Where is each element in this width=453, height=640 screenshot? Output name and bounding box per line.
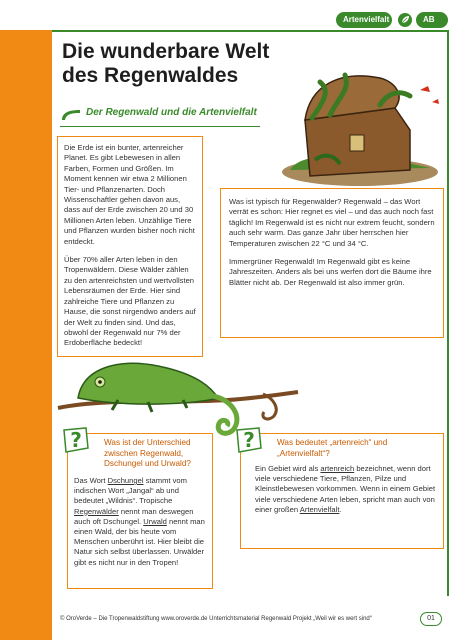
orange-sidebar	[0, 30, 52, 640]
typical-paragraph-1: Was ist typisch für Regenwälder? Regenwald – das Wort verrät es schon: Hier regnet es viel – und das auch noch fast täglich! Im Regenwald ist es nicht nur extrem feucht, sondern auch sehr warm. Das ganze Jahr über herrschen hier Temperaturen zwischen 22 °C und 34 °C.	[229, 197, 435, 248]
answer-text-2: Ein Gebiet wird als artenreich bezeichnet, wenn dort viele verschiedene Tiere, Pflanzen, Pilze und Kleinstlebewesen vorkommen. Wenn in einem Gebiet viele verschiedene Arten leben, spricht man auch von einer großen Artenvielfalt.	[255, 464, 436, 514]
chameleon-illustration	[48, 338, 308, 438]
section-title: Der Regenwald und die Artenvielfalt	[86, 107, 257, 118]
section-divider	[60, 126, 260, 127]
question-box-artenvielfalt	[240, 428, 444, 549]
question-box-dschungel	[67, 428, 213, 589]
typical-rainforest-textbox	[220, 188, 444, 338]
header-bar	[0, 0, 453, 40]
question-title-2: Was bedeutet „artenreich“ und „Artenvielfalt“?	[277, 438, 388, 458]
typical-paragraph-2: Immergrüner Regenwald! Im Regenwald gibt es keine Jahreszeiten. Anders als bei uns werfen dort die Bäume ihre Blätter nicht ab. Der Regenwald ist also immer grün.	[229, 257, 432, 287]
sheet-tag: AB 3.2	[416, 12, 448, 28]
swoosh-icon	[60, 108, 82, 122]
intro-textbox	[57, 136, 203, 357]
page-title: Die wunderbare Welt des Regenwaldes	[62, 40, 270, 87]
section-header	[60, 106, 260, 124]
question-title-1: Was ist der Unterschied zwischen Regenwald, Dschungel und Urwald?	[104, 438, 191, 469]
page-number: 01	[420, 612, 442, 626]
footer-text: © OroVerde – Die Tropenwaldstiftung www.oroverde.de Unterrichtsmaterial Regenwald Projekt „Weil wir es wert sind“	[60, 616, 372, 622]
intro-paragraph-2: Über 70% aller Arten leben in den Tropenwäldern. Diese Wälder zählen zu den artenreichsten und wertvollsten Lebensräumen der Erde. Hier sind zahlreiche Tiere und Pflanzen zu Hause, die sonst nirgendwo anders auf der Welt zu finden sind. Und das, obwohl der Regenwald nur 7% der Erdoberfläche bedeckt!	[64, 255, 196, 348]
topic-tag: Artenvielfalt	[336, 12, 392, 28]
intro-paragraph-1: Die Erde ist ein bunter, artenreicher Planet. Es gibt Lebewesen in allen Farben, Formen und Größen. Im Moment kennen wir etwa 2 Millionen Tier- und Pflanzenarten. Doch Wissenschaftler gehen davon aus, dass auf der Erde zwischen 20 und 30 Millionen Arten leben. Unzählige Tiere und Pflanzen wurden bisher noch nicht entdeckt.	[64, 143, 195, 246]
leaf-icon	[398, 13, 412, 27]
question-mark-icon	[235, 426, 263, 454]
svg-text:?: ?	[243, 428, 255, 452]
question-mark-icon	[62, 426, 90, 454]
treasure-chest-illustration	[270, 60, 445, 188]
svg-text:?: ?	[70, 428, 82, 452]
answer-text-1: Das Wort Dschungel stammt vom indischen Wort „Jangal“ ab und bedeutet „Wildnis“. Tropische Regenwälder nennt man deswegen auch oft Dschungel. Urwald nennt man einen Wald, der bis heute vom Menschen unberührt ist. Hier bleibt die Natur sich selbst überlassen. Urwälder gibt es nicht nur in den Tropen!	[74, 476, 205, 567]
